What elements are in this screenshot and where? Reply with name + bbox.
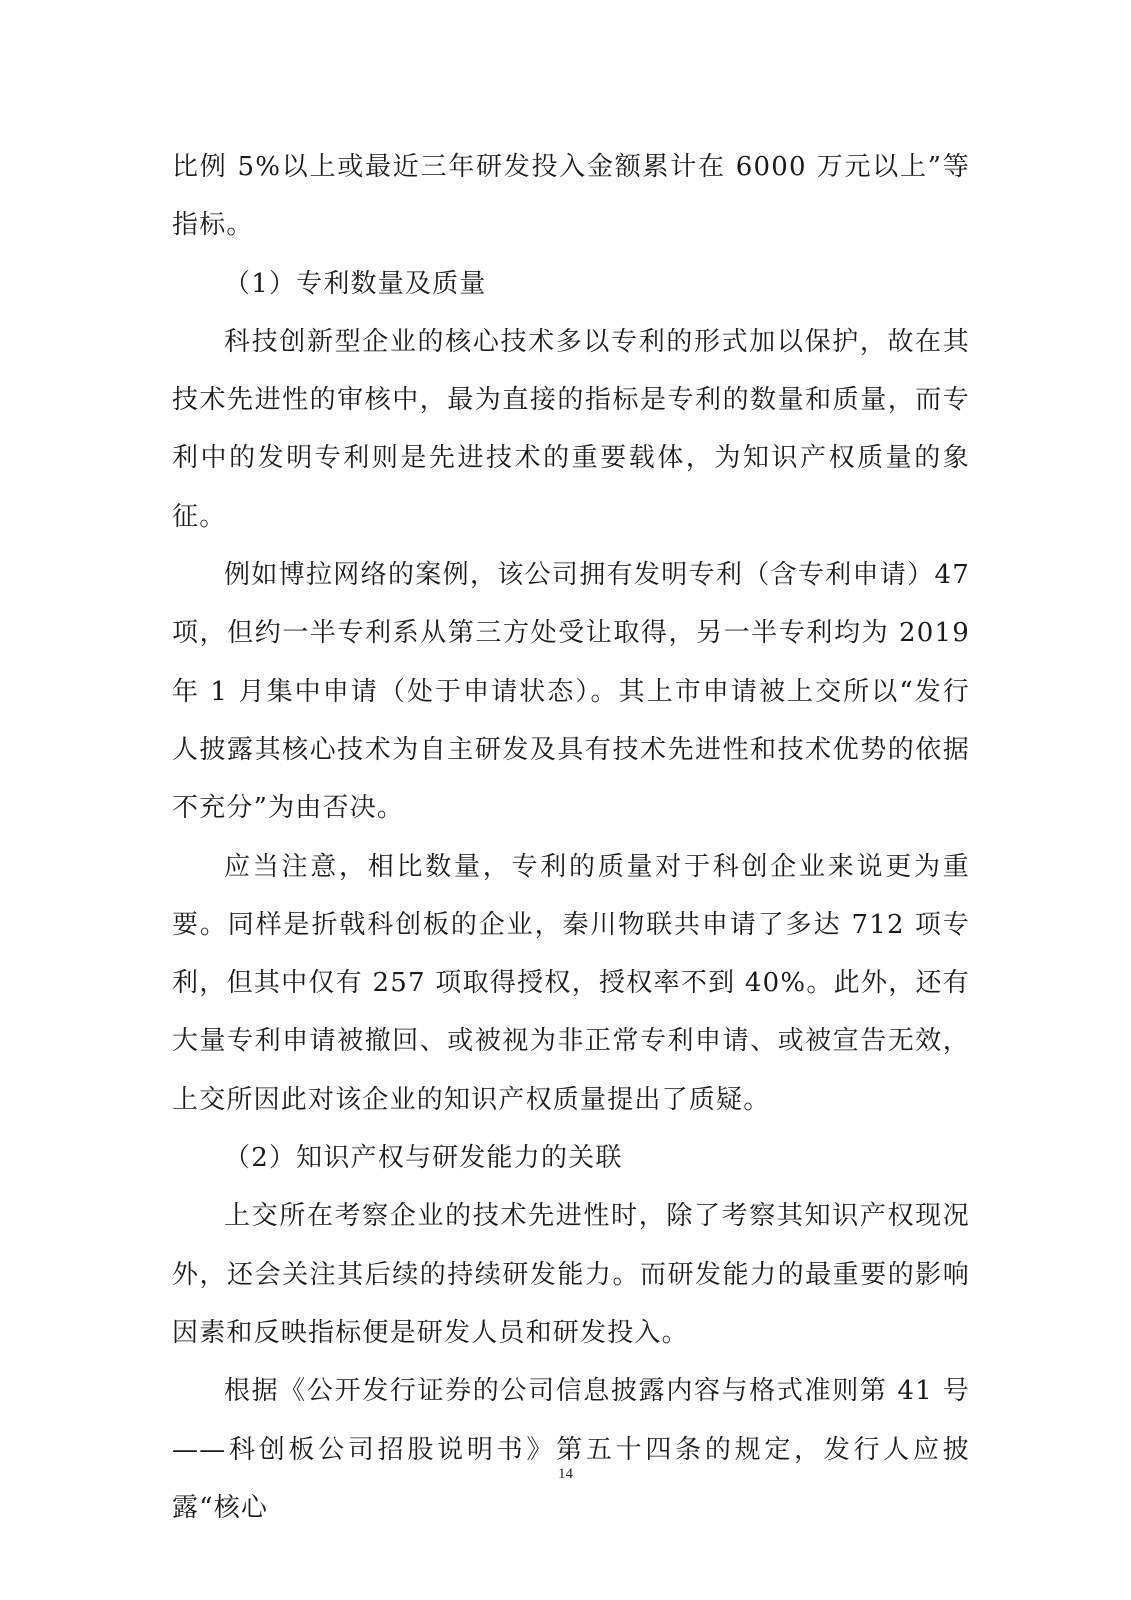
paragraph-rd-capability: 上交所在考察企业的技术先进性时，除了考察其知识产权现况外，还会关注其后续的持续研发能力。而研发能力的最重要的影响因素和反映指标便是研发人员和研发投入。 (172, 1201, 970, 1348)
paragraph-disclosure-rule: 根据《公开发行证券的公司信息披露内容与格式准则第 41 号——科创板公司招股说明书》第五十四条的规定，发行人应披露“核心 (172, 1376, 970, 1523)
paragraph-patent-protection: 科技创新型企业的核心技术多以专利的形式加以保护，故在其技术先进性的审核中，最为直接的指标是专利的数量和质量，而专利中的发明专利则是先进技术的重要载体，为知识产权质量的象征。 (172, 326, 970, 532)
section-heading-rd: （2）知识产权与研发能力的关联 (224, 1143, 623, 1174)
section-heading-patents: （1）专利数量及质量 (224, 268, 487, 299)
paragraph-continuation: 比例 5%以上或最近三年研发投入金额累计在 6000 万元以上”等指标。 (172, 152, 970, 241)
paragraph-patent-quality: 应当注意，相比数量，专利的质量对于科创企业来说更为重要。同样是折戟科创板的企业，秦川物联共申请了多达 712 项专利，但其中仅有 257 项取得授权，授权率不到 40%。此外，还有大量专利申请被撤回、或被视为非正常专利申请、或被宣告无效，上交所因此对该企业的知识产权质量提出了质疑。 (172, 851, 970, 1115)
body-text (172, 138, 970, 1537)
page-number: 14 (558, 1466, 573, 1482)
paragraph-bola-case: 例如博拉网络的案例，该公司拥有发明专利（含专利申请）47 项，但约一半专利系从第三方处受让取得，另一半专利均为 2019 年 1 月集中申请（处于申请状态）。其上市申请被上交所以“发行人披露其核心技术为自主研发及具有技术先进性和技术优势的依据不充分”为由否决。 (172, 560, 970, 824)
